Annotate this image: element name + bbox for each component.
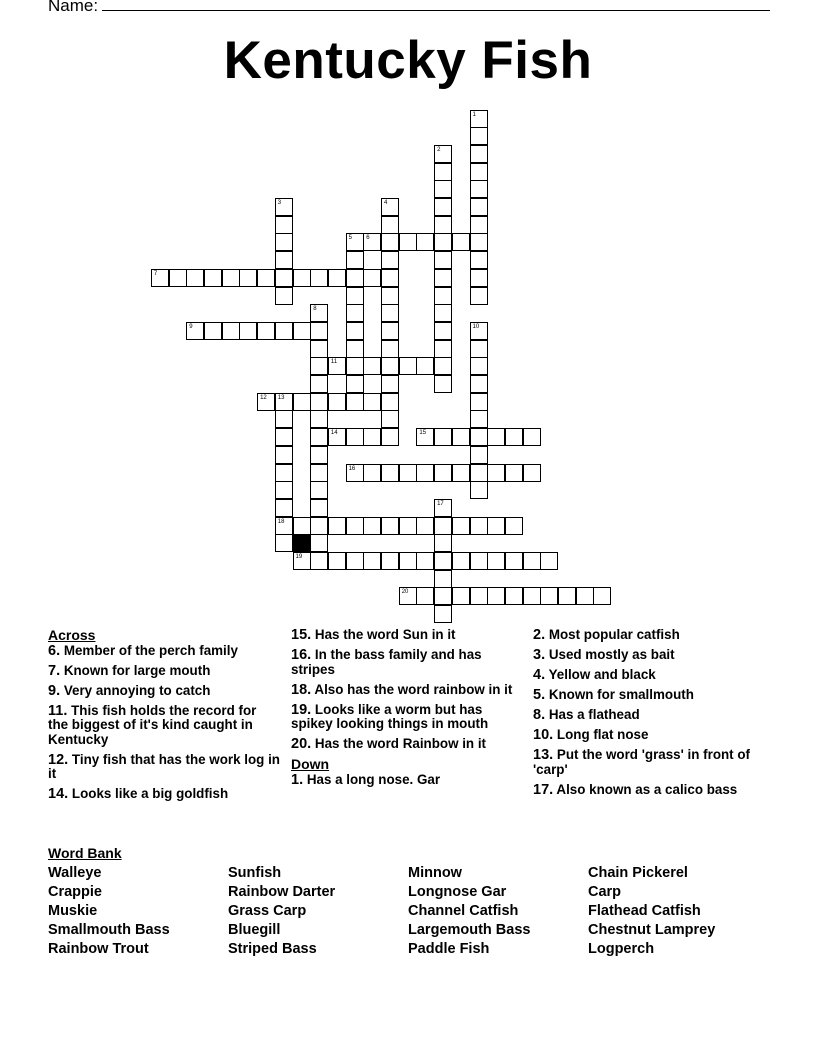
grid-cell[interactable] bbox=[310, 304, 328, 322]
grid-cell[interactable] bbox=[452, 552, 470, 570]
grid-cell[interactable] bbox=[204, 269, 222, 287]
grid-cell[interactable] bbox=[470, 481, 488, 499]
word-bank-column-3 bbox=[408, 864, 530, 959]
grid-cell[interactable] bbox=[275, 428, 293, 446]
word-bank-item: Rainbow Darter bbox=[228, 884, 336, 900]
word-bank-heading: Word Bank bbox=[48, 845, 122, 861]
grid-cell[interactable] bbox=[257, 393, 275, 411]
clue-across-18: 18. Also has the word rainbow in it bbox=[291, 681, 513, 698]
grid-cell[interactable] bbox=[363, 269, 381, 287]
grid-cell[interactable] bbox=[399, 552, 417, 570]
grid-cell[interactable] bbox=[416, 357, 434, 375]
word-bank-column-4 bbox=[588, 864, 715, 959]
grid-cell[interactable] bbox=[275, 481, 293, 499]
grid-cell[interactable] bbox=[434, 499, 452, 517]
grid-cell[interactable] bbox=[275, 269, 293, 287]
grid-cell[interactable] bbox=[381, 393, 399, 411]
grid-cell[interactable] bbox=[434, 304, 452, 322]
grid-cell[interactable] bbox=[346, 357, 364, 375]
grid-cell[interactable] bbox=[169, 269, 187, 287]
grid-cell[interactable] bbox=[381, 464, 399, 482]
clue-number: 17 bbox=[437, 500, 444, 507]
clue-down-8: 8. Has a flathead bbox=[533, 707, 640, 723]
clue-number: 5 bbox=[348, 235, 352, 242]
grid-cell[interactable] bbox=[470, 127, 488, 145]
word-bank-item: Bluegill bbox=[228, 922, 281, 938]
grid-block bbox=[293, 534, 311, 552]
clue-down-10: 10. Long flat nose bbox=[533, 727, 649, 743]
clue-down-5: 5. Known for smallmouth bbox=[533, 687, 694, 703]
grid-cell[interactable] bbox=[186, 269, 204, 287]
grid-cell[interactable] bbox=[434, 269, 452, 287]
grid-cell[interactable] bbox=[470, 198, 488, 216]
grid-cell[interactable] bbox=[381, 251, 399, 269]
clue-number: 8 bbox=[313, 306, 317, 313]
grid-cell[interactable] bbox=[346, 233, 364, 251]
grid-cell[interactable] bbox=[310, 428, 328, 446]
grid-cell[interactable] bbox=[222, 269, 240, 287]
grid-cell[interactable] bbox=[434, 251, 452, 269]
grid-cell[interactable] bbox=[346, 428, 364, 446]
grid-cell[interactable] bbox=[470, 393, 488, 411]
clue-across-14: 14. Looks like a big goldfish bbox=[48, 786, 229, 802]
grid-cell[interactable] bbox=[328, 357, 346, 375]
grid-cell[interactable] bbox=[470, 216, 488, 234]
across-heading: Across bbox=[48, 627, 96, 643]
clues-column-1 bbox=[48, 628, 280, 807]
grid-cell[interactable] bbox=[328, 269, 346, 287]
clues-column-2 bbox=[291, 628, 521, 793]
grid-cell[interactable] bbox=[434, 287, 452, 305]
grid-cell[interactable] bbox=[346, 393, 364, 411]
grid-cell[interactable] bbox=[593, 587, 611, 605]
grid-cell[interactable] bbox=[222, 322, 240, 340]
grid-cell[interactable] bbox=[275, 517, 293, 535]
word-bank-item: Flathead Catfish bbox=[588, 903, 701, 919]
grid-cell[interactable] bbox=[381, 375, 399, 393]
grid-cell[interactable] bbox=[346, 304, 364, 322]
grid-cell[interactable] bbox=[470, 145, 488, 163]
grid-cell[interactable] bbox=[470, 375, 488, 393]
grid-cell[interactable] bbox=[381, 233, 399, 251]
clue-down-17: 17. Also known as a calico bass bbox=[533, 781, 738, 798]
grid-cell[interactable] bbox=[434, 517, 452, 535]
grid-cell[interactable] bbox=[470, 287, 488, 305]
grid-cell[interactable] bbox=[540, 552, 558, 570]
down-heading: Down bbox=[291, 756, 330, 772]
grid-cell[interactable] bbox=[470, 180, 488, 198]
grid-cell[interactable] bbox=[310, 534, 328, 552]
grid-cell[interactable] bbox=[257, 269, 275, 287]
grid-cell[interactable] bbox=[328, 517, 346, 535]
grid-cell[interactable] bbox=[470, 163, 488, 181]
grid-cell[interactable] bbox=[399, 587, 417, 605]
grid-cell[interactable] bbox=[470, 110, 488, 128]
grid-cell[interactable] bbox=[310, 410, 328, 428]
grid-cell[interactable] bbox=[381, 410, 399, 428]
word-bank-item: Chestnut Lamprey bbox=[588, 922, 716, 938]
grid-cell[interactable] bbox=[310, 499, 328, 517]
clue-number: 16 bbox=[348, 465, 356, 472]
grid-cell[interactable] bbox=[452, 587, 470, 605]
clue-across-16: 16. In the bass family and has stripes bbox=[291, 647, 482, 677]
grid-cell[interactable] bbox=[346, 375, 364, 393]
grid-cell[interactable] bbox=[381, 216, 399, 234]
clue-number: 13 bbox=[277, 394, 285, 401]
grid-cell[interactable] bbox=[470, 587, 488, 605]
grid-cell[interactable] bbox=[540, 587, 558, 605]
grid-cell[interactable] bbox=[346, 287, 364, 305]
clue-down-3: 3. Used mostly as bait bbox=[533, 647, 675, 663]
grid-cell[interactable] bbox=[416, 587, 434, 605]
grid-cell[interactable] bbox=[434, 570, 452, 588]
grid-cell[interactable] bbox=[275, 322, 293, 340]
clue-number: 9 bbox=[189, 323, 193, 330]
grid-cell[interactable] bbox=[310, 340, 328, 358]
grid-cell[interactable] bbox=[275, 499, 293, 517]
grid-cell[interactable] bbox=[381, 304, 399, 322]
grid-cell[interactable] bbox=[434, 552, 452, 570]
clue-number: 2 bbox=[437, 146, 441, 153]
grid-cell[interactable] bbox=[328, 428, 346, 446]
clue-down-1: 1. Has a long nose. Gar bbox=[291, 771, 441, 788]
grid-cell[interactable] bbox=[293, 517, 311, 535]
grid-cell[interactable] bbox=[434, 375, 452, 393]
grid-cell[interactable] bbox=[434, 216, 452, 234]
grid-cell[interactable] bbox=[470, 446, 488, 464]
grid-cell[interactable] bbox=[275, 287, 293, 305]
clue-number: 10 bbox=[472, 323, 480, 330]
grid-cell[interactable] bbox=[487, 587, 505, 605]
grid-cell[interactable] bbox=[416, 233, 434, 251]
grid-cell[interactable] bbox=[381, 517, 399, 535]
clue-across-12: 12. Tiny fish that has the work log in it bbox=[48, 751, 280, 781]
grid-cell[interactable] bbox=[434, 357, 452, 375]
grid-cell[interactable] bbox=[239, 269, 257, 287]
grid-cell[interactable] bbox=[346, 552, 364, 570]
grid-cell[interactable] bbox=[399, 357, 417, 375]
grid-cell[interactable] bbox=[452, 233, 470, 251]
clue-across-9: 9. Very annoying to catch bbox=[48, 682, 211, 699]
grid-cell[interactable] bbox=[381, 287, 399, 305]
grid-cell[interactable] bbox=[310, 322, 328, 340]
grid-cell[interactable] bbox=[487, 464, 505, 482]
grid-cell[interactable] bbox=[381, 340, 399, 358]
grid-cell[interactable] bbox=[346, 251, 364, 269]
grid-cell[interactable] bbox=[558, 587, 576, 605]
grid-cell[interactable] bbox=[346, 464, 364, 482]
grid-cell[interactable] bbox=[416, 428, 434, 446]
grid-cell[interactable] bbox=[346, 340, 364, 358]
grid-cell[interactable] bbox=[487, 428, 505, 446]
clue-number: 6 bbox=[366, 235, 370, 242]
grid-cell[interactable] bbox=[487, 517, 505, 535]
grid-cell[interactable] bbox=[293, 552, 311, 570]
clue-across-15: 15. Has the word Sun in it bbox=[291, 627, 456, 643]
clue-across-19: 19. Looks like a worm but has spikey looking things in mouth bbox=[291, 701, 489, 731]
grid-cell[interactable] bbox=[399, 464, 417, 482]
grid-cell[interactable] bbox=[275, 464, 293, 482]
clue-number: 18 bbox=[277, 518, 285, 525]
grid-cell[interactable] bbox=[346, 269, 364, 287]
word-bank-item: Longnose Gar bbox=[408, 884, 507, 900]
grid-cell[interactable] bbox=[186, 322, 204, 340]
grid-cell[interactable] bbox=[523, 587, 541, 605]
grid-cell[interactable] bbox=[576, 587, 594, 605]
grid-cell[interactable] bbox=[470, 552, 488, 570]
grid-cell[interactable] bbox=[275, 233, 293, 251]
grid-cell[interactable] bbox=[346, 322, 364, 340]
grid-cell[interactable] bbox=[452, 464, 470, 482]
grid-cell[interactable] bbox=[434, 428, 452, 446]
clue-number: 7 bbox=[153, 270, 158, 277]
grid-cell[interactable] bbox=[399, 233, 417, 251]
grid-cell[interactable] bbox=[523, 464, 541, 482]
grid-cell[interactable] bbox=[363, 464, 381, 482]
word-bank-item: Grass Carp bbox=[228, 903, 307, 919]
name-label: Name: bbox=[48, 0, 99, 15]
clue-number: 3 bbox=[277, 200, 282, 206]
grid-cell[interactable] bbox=[257, 322, 275, 340]
grid-cell[interactable] bbox=[505, 464, 523, 482]
grid-cell[interactable] bbox=[275, 393, 293, 411]
grid-cell[interactable] bbox=[275, 446, 293, 464]
grid-cell[interactable] bbox=[487, 552, 505, 570]
word-bank-item: Chain Pickerel bbox=[588, 865, 688, 881]
grid-cell[interactable] bbox=[470, 233, 488, 251]
grid-cell[interactable] bbox=[363, 233, 381, 251]
grid-cell[interactable] bbox=[275, 216, 293, 234]
grid-cell[interactable] bbox=[434, 180, 452, 198]
grid-cell[interactable] bbox=[434, 198, 452, 216]
clue-down-2: 2. Most popular catfish bbox=[533, 627, 680, 643]
clue-across-6: 6. Member of the perch family bbox=[48, 642, 238, 659]
grid-cell[interactable] bbox=[452, 517, 470, 535]
word-bank-item: Channel Catfish bbox=[408, 903, 519, 919]
grid-cell[interactable] bbox=[523, 428, 541, 446]
grid-cell[interactable] bbox=[505, 552, 523, 570]
clue-across-11: 11. This fish holds the record for the biggest of it's kind caught in Kentucky bbox=[48, 702, 257, 747]
grid-cell[interactable] bbox=[434, 605, 452, 623]
clue-down-13: 13. Put the word 'grass' in front of 'carp' bbox=[533, 747, 750, 777]
grid-cell[interactable] bbox=[434, 233, 452, 251]
grid-cell[interactable] bbox=[470, 251, 488, 269]
clue-number: 4 bbox=[384, 200, 388, 206]
clue-number: 15 bbox=[419, 430, 427, 437]
word-bank-item: Sunfish bbox=[228, 865, 282, 881]
grid-cell[interactable] bbox=[470, 269, 488, 287]
grid-cell[interactable] bbox=[310, 357, 328, 375]
grid-cell[interactable] bbox=[399, 517, 417, 535]
grid-cell[interactable] bbox=[310, 393, 328, 411]
grid-cell[interactable] bbox=[470, 357, 488, 375]
clue-number: 20 bbox=[401, 589, 409, 596]
word-bank-item: Minnow bbox=[408, 865, 462, 881]
grid-cell[interactable] bbox=[328, 552, 346, 570]
grid-cell[interactable] bbox=[310, 269, 328, 287]
grid-cell[interactable] bbox=[310, 375, 328, 393]
grid-cell[interactable] bbox=[275, 534, 293, 552]
clue-number: 1 bbox=[472, 111, 476, 118]
grid-cell[interactable] bbox=[275, 198, 293, 216]
clue-number: 19 bbox=[295, 554, 303, 560]
grid-cell[interactable] bbox=[310, 464, 328, 482]
word-bank-column-2 bbox=[228, 864, 335, 959]
grid-cell[interactable] bbox=[452, 428, 470, 446]
grid-cell[interactable] bbox=[293, 393, 311, 411]
grid-cell[interactable] bbox=[434, 587, 452, 605]
grid-cell[interactable] bbox=[363, 428, 381, 446]
grid-cell[interactable] bbox=[470, 322, 488, 340]
grid-cell[interactable] bbox=[363, 357, 381, 375]
grid-cell[interactable] bbox=[328, 393, 346, 411]
grid-cell[interactable] bbox=[416, 552, 434, 570]
word-bank-item: Smallmouth Bass bbox=[48, 922, 170, 938]
grid-cell[interactable] bbox=[505, 517, 523, 535]
word-bank-item: Walleye bbox=[48, 865, 102, 881]
clue-across-20: 20. Has the word Rainbow in it bbox=[291, 736, 487, 752]
word-bank-item: Carp bbox=[588, 884, 622, 900]
grid-cell[interactable] bbox=[275, 251, 293, 269]
clues-column-3 bbox=[533, 628, 765, 803]
word-bank-item: Striped Bass bbox=[228, 941, 317, 957]
grid-cell[interactable] bbox=[416, 464, 434, 482]
grid-cell[interactable] bbox=[434, 340, 452, 358]
grid-cell[interactable] bbox=[310, 552, 328, 570]
grid-cell[interactable] bbox=[381, 198, 399, 216]
grid-cell[interactable] bbox=[470, 410, 488, 428]
grid-cell[interactable] bbox=[434, 145, 452, 163]
word-bank-column-1 bbox=[48, 864, 170, 959]
grid-cell[interactable] bbox=[470, 464, 488, 482]
grid-cell[interactable] bbox=[434, 464, 452, 482]
word-bank-item: Rainbow Trout bbox=[48, 941, 149, 957]
grid-cell[interactable] bbox=[381, 357, 399, 375]
word-bank-item: Paddle Fish bbox=[408, 941, 490, 957]
grid-cell[interactable] bbox=[381, 428, 399, 446]
grid-cell[interactable] bbox=[523, 552, 541, 570]
clue-number: 12 bbox=[260, 394, 267, 401]
grid-cell[interactable] bbox=[293, 322, 311, 340]
grid-cell[interactable] bbox=[310, 481, 328, 499]
grid-cell[interactable] bbox=[434, 322, 452, 340]
grid-cell[interactable] bbox=[505, 428, 523, 446]
grid-cell[interactable] bbox=[363, 517, 381, 535]
grid-cell[interactable] bbox=[470, 517, 488, 535]
grid-cell[interactable] bbox=[416, 517, 434, 535]
clue-number: 14 bbox=[330, 430, 338, 437]
grid-cell[interactable] bbox=[204, 322, 222, 340]
grid-cell[interactable] bbox=[346, 517, 364, 535]
grid-cell[interactable] bbox=[434, 163, 452, 181]
word-bank-item: Largemouth Bass bbox=[408, 922, 531, 938]
grid-cell[interactable] bbox=[505, 587, 523, 605]
grid-cell[interactable] bbox=[293, 269, 311, 287]
clue-across-7: 7. Known for large mouth bbox=[48, 662, 211, 679]
clue-number: 11 bbox=[330, 359, 338, 366]
grid-cell[interactable] bbox=[310, 517, 328, 535]
page-title: Kentucky Fish bbox=[223, 31, 593, 90]
word-bank-item: Muskie bbox=[48, 903, 98, 919]
grid-cell[interactable] bbox=[239, 322, 257, 340]
grid-cell[interactable] bbox=[434, 534, 452, 552]
grid-cell[interactable] bbox=[381, 552, 399, 570]
grid-cell[interactable] bbox=[470, 340, 488, 358]
grid-cell[interactable] bbox=[151, 269, 169, 287]
grid-cell[interactable] bbox=[381, 322, 399, 340]
clue-down-4: 4. Yellow and black bbox=[533, 667, 656, 683]
word-bank-item: Logperch bbox=[588, 941, 655, 957]
grid-cell[interactable] bbox=[363, 393, 381, 411]
grid-cell[interactable] bbox=[363, 552, 381, 570]
grid-cell[interactable] bbox=[310, 446, 328, 464]
word-bank-item: Crappie bbox=[48, 884, 102, 900]
grid-cell[interactable] bbox=[470, 428, 488, 446]
grid-cell[interactable] bbox=[381, 269, 399, 287]
grid-cell[interactable] bbox=[275, 410, 293, 428]
